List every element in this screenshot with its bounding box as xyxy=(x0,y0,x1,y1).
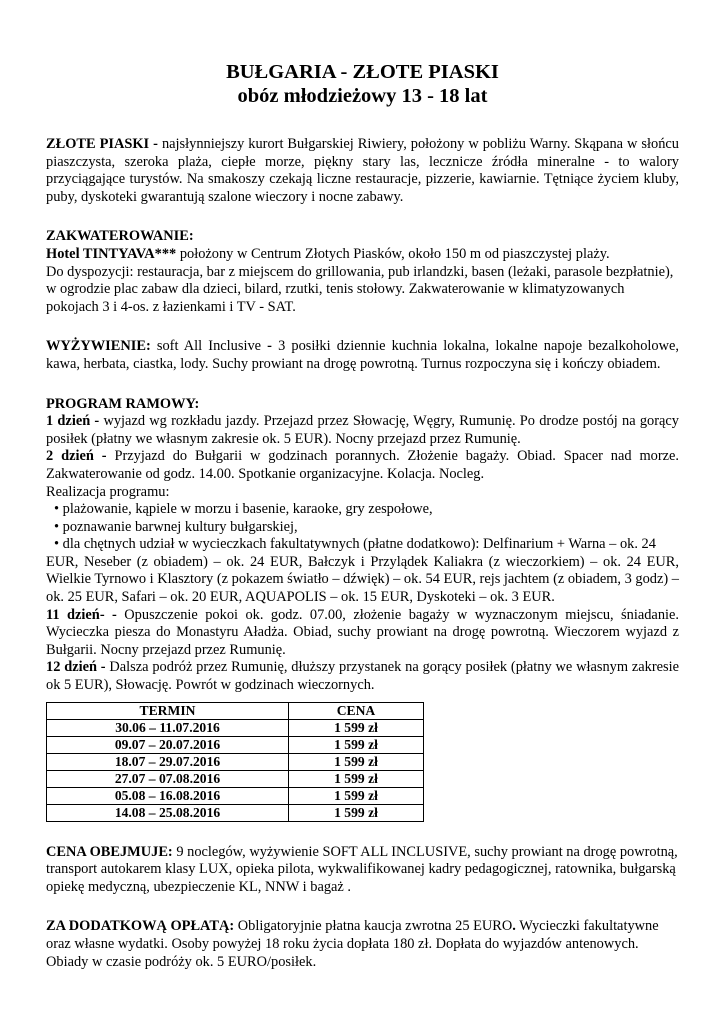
meals-paragraph xyxy=(46,338,679,373)
table-row xyxy=(47,787,424,804)
hotel-label: Hotel TINTYAVA*** xyxy=(46,245,177,262)
term-cell: 14.08 – 25.08.2016 xyxy=(47,804,289,821)
day12-paragraph xyxy=(46,659,679,694)
price-cell: 1 599 zł xyxy=(289,804,424,821)
day2-paragraph xyxy=(46,448,679,483)
intro-text: najsłynniejszy kurort Bułgarskiej Riwiery, położony w pobliżu Warny. Skąpana w słońcu piaszczysta, szeroka plaża, ciepłe morze, piękny stary las, lecznicze źródła mineralne - to walory przyciągające turystów. Na smakoszy czekają liczne restauracje, pizzerie, kawiarnie. Tętniące życiem kluby, puby, dyskoteki gwarantują szalone wieczory i nocne zabawy. xyxy=(46,136,679,205)
document-page xyxy=(46,60,679,971)
meals-label: WYŻYWIENIE: xyxy=(46,338,151,355)
table-header-price: CENA xyxy=(289,702,424,719)
table-header-term: TERMIN xyxy=(47,702,289,719)
day12-label: 12 dzień - xyxy=(46,659,106,676)
term-cell: 30.06 – 11.07.2016 xyxy=(47,719,289,736)
extra-text2: Wycieczki fakultatywne oraz własne wydatki. Osoby powyżej 18 roku życia dopłata 180 zł. Dopłata do wyjazdów antenowych. Obiady w czasie podróży ok. 5 EURO/posiłek. xyxy=(46,918,659,970)
intro-label: ZŁOTE PIASKI - xyxy=(46,136,158,152)
table-row xyxy=(47,719,424,736)
includes-label: CENA OBEJMUJE: xyxy=(46,843,173,860)
realization-line: Realizacja programu: xyxy=(46,483,170,500)
term-cell: 09.07 – 20.07.2016 xyxy=(47,736,289,753)
price-table xyxy=(46,702,424,822)
day11-text: Opuszczenie pokoi ok. godz. 07.00, złożenie bagaży w wyznaczonym miejscu, śniadanie. Wycieczka piesza do Monastyru Aładża. Obiad, suchy prowiant na drogę powrotną. Wieczorem wyjazd z Bułgarii. Nocny przejazd przez Rumunię. xyxy=(46,606,680,658)
day2-text: Przyjazd do Bułgarii w godzinach porannych. Złożenie bagaży. Obiad. Spacer nad morze. Zakwaterowanie od godz. 14.00. Spotkanie organizacyjne. Kolacja. Nocleg. xyxy=(46,448,680,482)
table-row xyxy=(47,770,424,787)
term-cell: 27.07 – 07.08.2016 xyxy=(47,770,289,787)
table-row xyxy=(47,736,424,753)
table-row xyxy=(47,804,424,821)
program-heading: PROGRAM RAMOWY: xyxy=(46,395,200,412)
table-row xyxy=(47,753,424,770)
hotel-text: położony w Centrum Złotych Piasków, około 150 m od piaszczystej plaży. xyxy=(176,245,610,262)
page-title: BUŁGARIA - ZŁOTE PIASKI xyxy=(226,61,499,83)
meals-dash: - xyxy=(267,338,272,355)
day11-paragraph xyxy=(46,607,679,660)
term-cell: 18.07 – 29.07.2016 xyxy=(47,753,289,770)
day11-label: 11 dzień- - xyxy=(46,606,117,623)
page-subtitle: obóz młodzieżowy 13 - 18 lat xyxy=(237,85,488,107)
day2-label: 2 dzień - xyxy=(46,448,107,465)
price-cell: 1 599 zł xyxy=(289,753,424,770)
price-cell: 1 599 zł xyxy=(289,770,424,787)
meals-text1: soft All Inclusive xyxy=(150,338,268,355)
facilities-paragraph: Do dyspozycji: restauracja, bar z miejscem do grillowania, pub irlandzki, basen (leżaki, parasole bezpłatnie), w ogrodzie plac zabaw dla dzieci, bilard, rzutki, tenis stołowy. Zakwaterowanie w klimatyzowanych pokojach 3 i 4-os. z łazienkami i TV - SAT. xyxy=(46,263,674,315)
table-header-row xyxy=(47,702,424,719)
day1-label: 1 dzień - xyxy=(46,413,100,430)
meals-text2: 3 posiłki dziennie kuchnia lokalna, lokalne napoje bezalkoholowe, kawa, herbata, ciastka, lody. Suchy prowiant na drogę powrotną. Turnus rozpoczyna się i kończy obiadem. xyxy=(46,338,679,372)
price-cell: 1 599 zł xyxy=(289,719,424,736)
price-cell: 1 599 zł xyxy=(289,736,424,753)
extra-text1: Obligatoryjnie płatna kaucja zwrotna 25 EURO xyxy=(234,918,513,935)
extra-label: ZA DODATKOWĄ OPŁATĄ: xyxy=(46,918,235,935)
includes-text: 9 noclegów, wyżywienie SOFT ALL INCLUSIVE, suchy prowiant na drogę powrotną, transport autokarem klasy LUX, opieka pilota, wykwalifikowanej kadry pedagogicznej, ratownika, bułgarską opiekę medyczną, ubezpieczenie KL, NNW i bagaż . xyxy=(46,843,678,895)
day1-text: wyjazd wg rozkładu jazdy. Przejazd przez Słowację, Węgry, Rumunię. Po drodze postój na gorący posiłek (płatny we własnym zakresie ok. 5 EUR). Nocny przejazd przez Rumunię. xyxy=(46,413,679,447)
intro-paragraph xyxy=(46,136,679,206)
day1-paragraph xyxy=(46,413,679,448)
bullet-item: • dla chętnych udział w wycieczkach fakultatywnych (płatne dodatkowo): Delfinarium + Warna – ok. 24 xyxy=(54,536,656,553)
accommodation-heading: ZAKWATEROWANIE: xyxy=(46,228,194,245)
includes-paragraph xyxy=(46,844,679,897)
hotel-line xyxy=(46,246,679,264)
bullet-item-continuation: EUR, Neseber (z obiadem) – ok. 24 EUR, Bałczyk i Przylądek Kaliakra (z wieczorkiem) – ok. 24 EUR, Wielkie Tyrnowo i Klasztory (z pokazem światło – dźwięk) – ok. 54 EUR, rejs jachtem (z obiadem, 3 godz) – ok. 25 EUR, Safari – ok. 20 EUR, AQUAPOLIS – ok. 15 EUR, Dyskoteki – ok. 3 EUR. xyxy=(46,553,679,606)
bullet-item: • poznawanie barwnej kultury bułgarskiej, xyxy=(54,518,298,535)
term-cell: 05.08 – 16.08.2016 xyxy=(47,787,289,804)
price-cell: 1 599 zł xyxy=(289,787,424,804)
extra-dot: . xyxy=(512,918,516,935)
day12-text: Dalsza podróż przez Rumunię, dłuższy przystanek na gorący posiłek (płatny we własnym zakresie ok 5 EUR), Słowację. Powrót w godzinach wieczornych. xyxy=(46,659,679,694)
extra-paragraph xyxy=(46,918,679,971)
bullet-item: • plażowanie, kąpiele w morzu i basenie, karaoke, gry zespołowe, xyxy=(54,501,433,518)
